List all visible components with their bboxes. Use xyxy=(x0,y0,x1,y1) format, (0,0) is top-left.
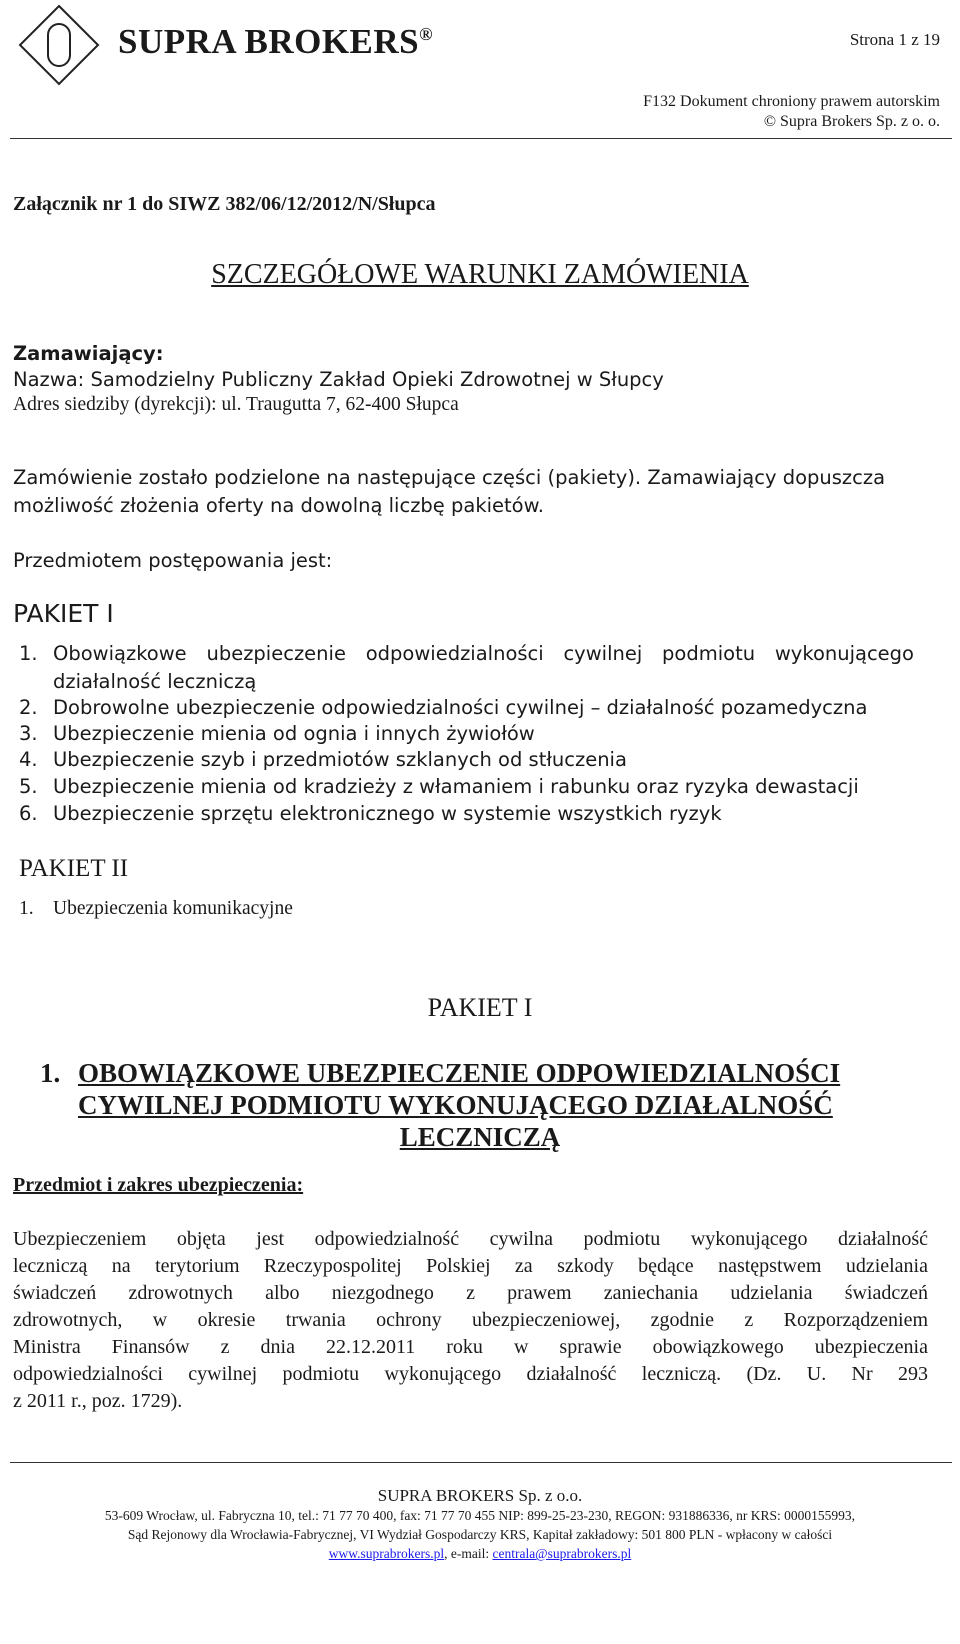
scope-paragraph-last-line: z 2011 r., poz. 1729). xyxy=(13,1390,183,1412)
section-title-line3: LECZNICZĄ xyxy=(399,1122,561,1152)
annex-reference: Załącznik nr 1 do SIWZ 382/06/12/2012/N/Słupca xyxy=(13,193,436,215)
copyright-owner: © Supra Brokers Sp. z o. o. xyxy=(763,113,940,130)
ordering-party-address: Adres siedziby (dyrekcji): ul. Traugutta 7, 62-400 Słupca xyxy=(13,394,459,415)
footer-email-link[interactable]: centrala@suprabrokers.pl xyxy=(492,1546,632,1561)
footer-court: Sąd Rejonowy dla Wrocławia-Fabrycznej, VI Wydział Gospodarczy KRS, Kapitał zakładowy: 501 800 PLN - wpłacony w całości xyxy=(127,1527,833,1542)
footer-email-label: , e-mail: xyxy=(444,1546,493,1561)
footer-company: SUPRA BROKERS Sp. z o.o. xyxy=(377,1486,583,1505)
subject-intro: Przedmiotem postępowania jest: xyxy=(13,549,333,572)
package1-item-3: 3. Ubezpieczenie mienia od ognia i innych żywiołów xyxy=(19,722,535,745)
document-title: SZCZEGÓŁOWE WARUNKI ZAMÓWIENIA xyxy=(211,259,749,290)
scope-paragraph-line: odpowiedzialności cywilnej podmiotu wykonującego działalność leczniczą. (Dz. U. Nr 293 xyxy=(13,1363,928,1385)
package1-item-6: 6. Ubezpieczenie sprzętu elektronicznego w systemie wszystkich ryzyk xyxy=(19,802,722,825)
scope-paragraph-line: świadczeń zdrowotnych albo niezgodnego z prawem zaniechania udzielania świadczeń xyxy=(13,1282,928,1304)
copyright-notice: F132 Dokument chroniony prawem autorskim xyxy=(643,93,940,110)
section-title-line2: CYWILNEJ PODMIOTU WYKONUJĄCEGO DZIAŁALNOŚĆ xyxy=(78,1090,833,1120)
division-text-line2: możliwość złożenia oferty na dowolną liczbę pakietów. xyxy=(13,494,544,517)
package1-item-4: 4. Ubezpieczenie szyb i przedmiotów szklanych od stłuczenia xyxy=(19,748,627,771)
division-text-line1: Zamówienie zostało podzielone na następujące części (pakiety). Zamawiający dopuszcza xyxy=(13,466,886,489)
header-divider xyxy=(10,138,952,139)
package1-heading: PAKIET I xyxy=(13,599,114,628)
footer-divider xyxy=(10,1462,952,1463)
logo-text: SUPRA BROKERS® xyxy=(118,22,434,61)
scope-paragraph-line: leczniczą na terytorium Rzeczypospolitej Polskiej za szkody będące następstwem udzielania xyxy=(13,1255,928,1277)
package2-heading: PAKIET II xyxy=(19,855,129,882)
scope-heading: Przedmiot i zakres ubezpieczenia: xyxy=(13,1174,304,1196)
logo-diamond-icon xyxy=(18,4,100,86)
section-package-heading: PAKIET I xyxy=(427,993,533,1022)
package1-item-1-cont: działalność leczniczą xyxy=(53,670,257,693)
ordering-party-name: Nazwa: Samodzielny Publiczny Zakład Opieki Zdrowotnej w Słupcy xyxy=(13,368,664,391)
page-number: Strona 1 z 19 xyxy=(849,30,940,49)
scope-paragraph-line: zdrowotnych, w okresie trwania ochrony ubezpieczeniowej, zgodnie z Rozporządzeniem xyxy=(13,1309,928,1331)
footer-website-link[interactable]: www.suprabrokers.pl xyxy=(328,1546,445,1561)
scope-paragraph-line: Ubezpieczeniem objęta jest odpowiedzialność cywilna podmiotu wykonującego działalność xyxy=(13,1228,928,1250)
scope-paragraph-line: Ministra Finansów z dnia 22.12.2011 roku w sprawie obowiązkowego ubezpieczenia xyxy=(13,1336,928,1358)
package1-item-2: 2. Dobrowolne ubezpieczenie odpowiedzialności cywilnej – działalność pozamedyczna xyxy=(19,696,868,719)
footer-contact xyxy=(0,1546,960,1562)
section-number: 1. xyxy=(40,1058,61,1088)
section-title-line1: OBOWIĄZKOWE UBEZPIECZENIE ODPOWIEDZIALNOŚCI xyxy=(78,1058,841,1088)
package2-item-1: 1. Ubezpieczenia komunikacyjne xyxy=(19,898,293,919)
ordering-party-label: Zamawiający: xyxy=(13,342,164,365)
package1-item-5: 5. Ubezpieczenie mienia od kradzieży z włamaniem i rabunku oraz ryzyka dewastacji xyxy=(19,775,859,798)
package1-item-1: 1. Obowiązkowe ubezpieczenie odpowiedzialności cywilnej podmiotu wykonującego xyxy=(19,642,914,665)
footer-address: 53-609 Wrocław, ul. Fabryczna 10, tel.: 71 77 70 400, fax: 71 77 70 455 NIP: 899-25-23-230, REGON: 931886336, nr KRS: 0000155993, xyxy=(104,1508,856,1523)
